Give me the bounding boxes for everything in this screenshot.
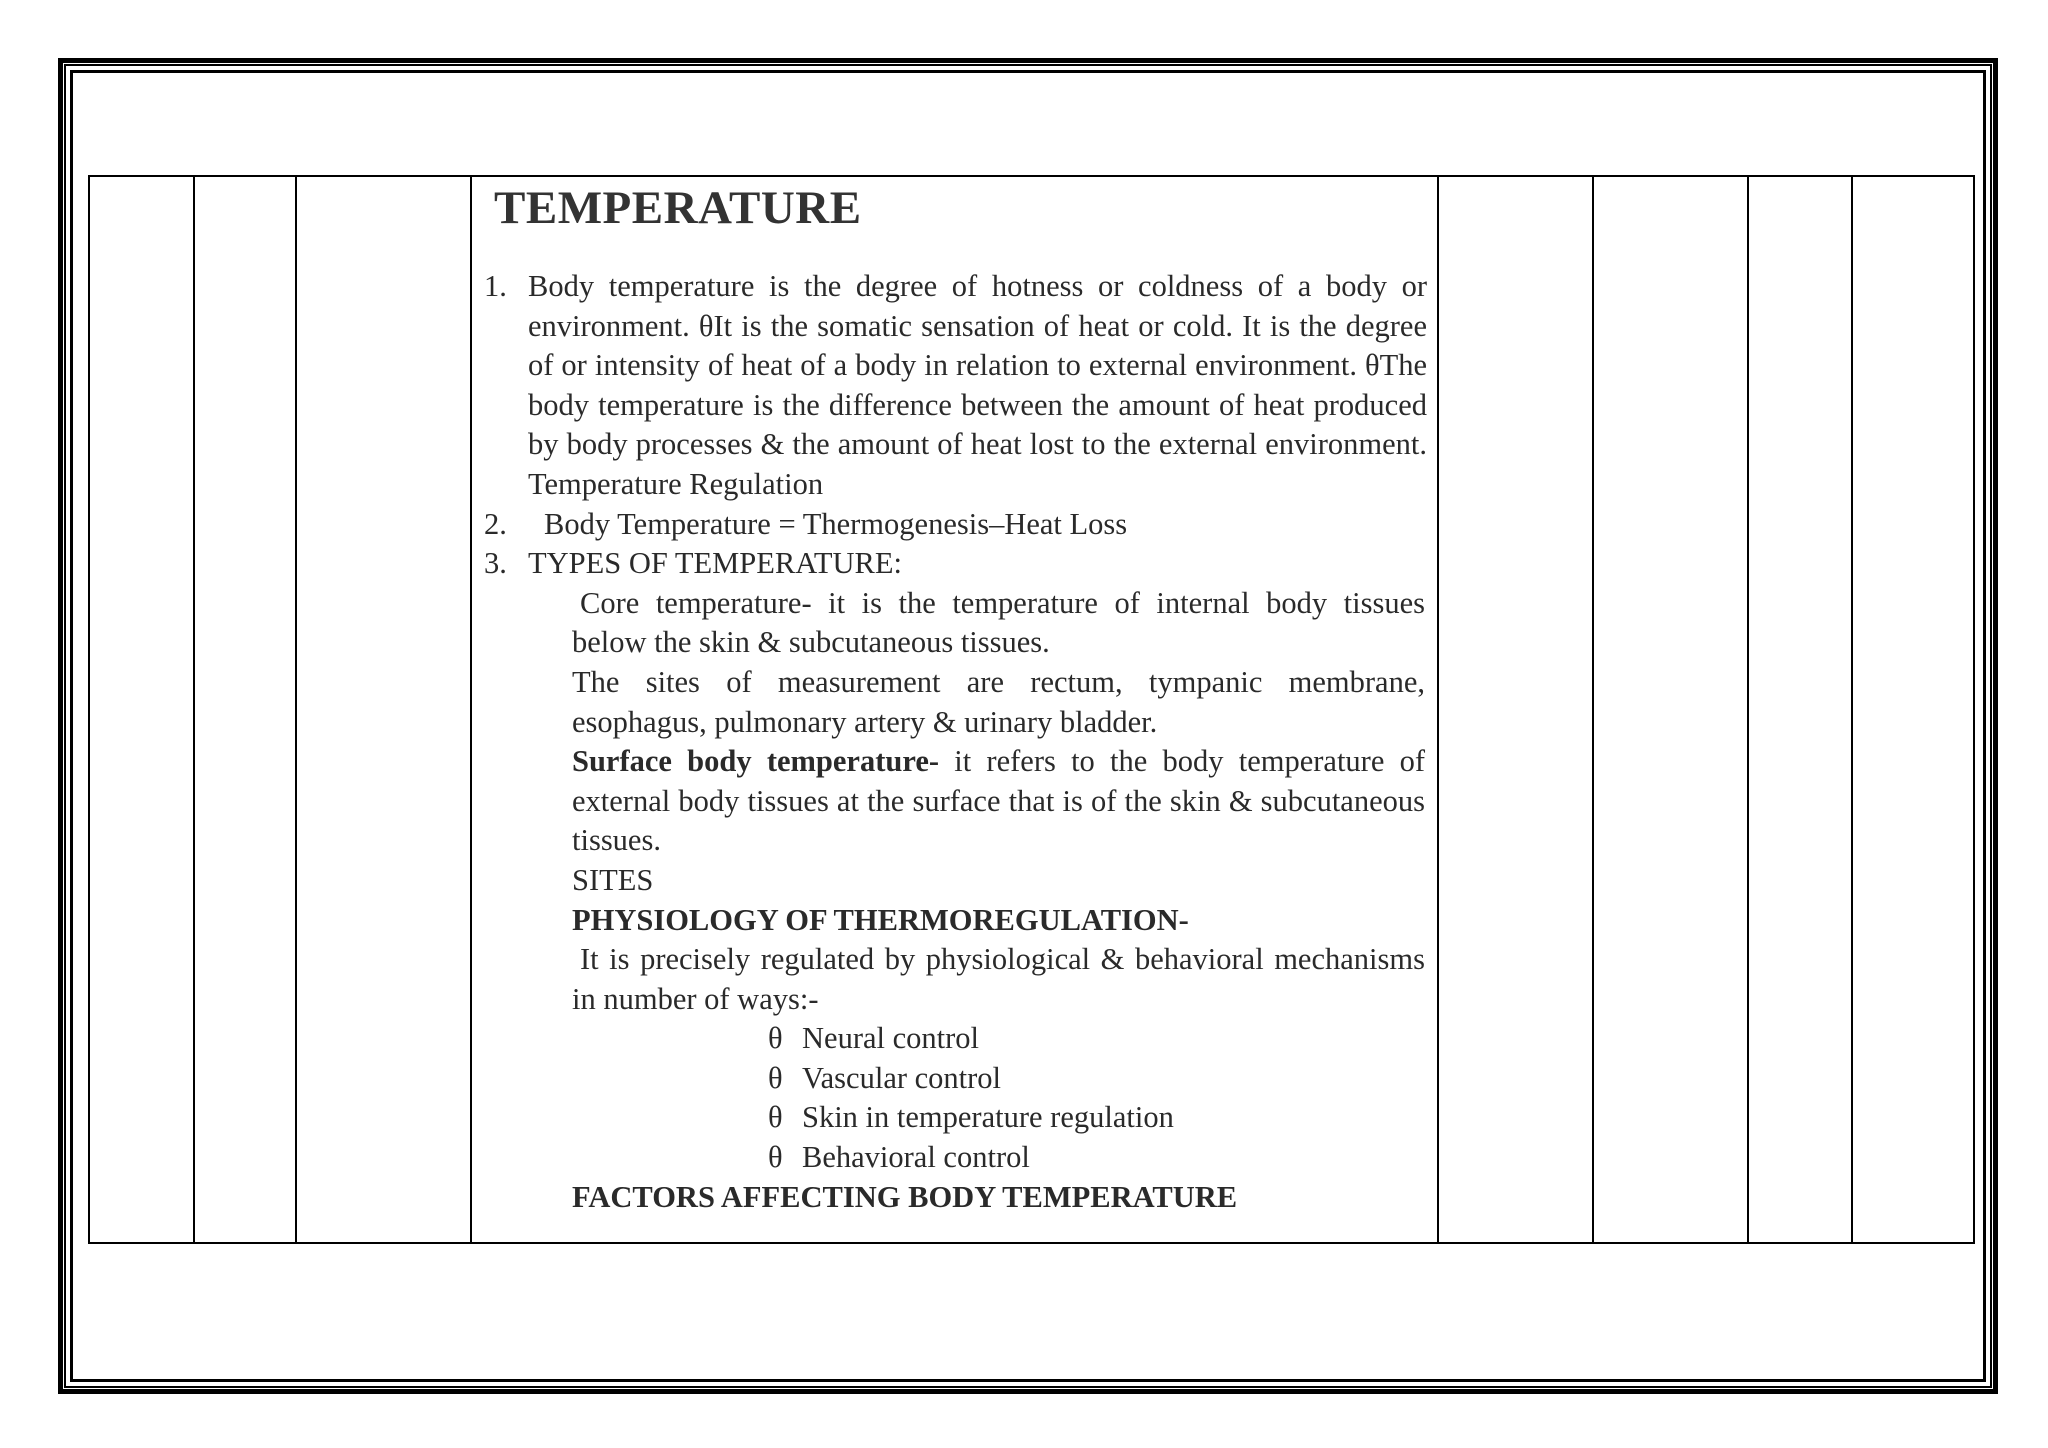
lesson-plan-table (88, 175, 1975, 1244)
list-item-text: Body Temperature = Thermogenesis–Heat Loss (544, 506, 1128, 541)
sites-label: SITES (572, 862, 654, 897)
surface-temperature-paragraph (472, 742, 1437, 861)
list-number: 1. (484, 269, 507, 303)
factors-heading: FACTORS AFFECTING BODY TEMPERATURE (572, 1179, 1238, 1214)
table-cell-col-5 (1438, 176, 1593, 1243)
mechanism-label: Neural control (802, 1021, 979, 1056)
numbered-list (472, 267, 1437, 584)
mechanism-item (472, 1098, 1437, 1138)
list-item-text: TYPES OF TEMPERATURE: (528, 546, 902, 581)
theta-bullet-icon: θ (768, 1060, 783, 1095)
table-row (89, 176, 1974, 1243)
table-cell-col-1 (89, 176, 194, 1243)
list-item (472, 544, 1437, 584)
mechanism-item (472, 1138, 1437, 1178)
mechanism-item (472, 1059, 1437, 1099)
table-cell-col-2 (194, 176, 296, 1243)
surface-temperature-label: Surface body temperature- (572, 744, 940, 779)
core-sites-text: The sites of measurement are rectum, tympanic membrane, esophagus, pulmonary artery & urinary bladder. (572, 664, 1425, 739)
physiology-heading: PHYSIOLOGY OF THERMOREGULATION- (572, 902, 1189, 937)
table-cell-col-8 (1852, 176, 1974, 1243)
theta-bullet-icon: θ (768, 1100, 783, 1135)
mechanism-label: Vascular control (802, 1060, 1002, 1095)
page-title: TEMPERATURE (494, 182, 862, 234)
content-cell (471, 176, 1438, 1243)
list-number: 3. (484, 546, 507, 581)
surface-temperature-text: it refers to the body temperature of external body tissues at the surface that is of the skin & subcutaneous tissues. (572, 744, 1426, 858)
mechanism-label: Behavioral control (802, 1140, 1030, 1175)
list-item (472, 505, 1437, 545)
mechanism-label: Skin in temperature regulation (802, 1100, 1174, 1135)
table-cell-col-3 (296, 176, 471, 1243)
list-item (472, 267, 1437, 505)
mechanism-item (472, 1019, 1437, 1059)
physiology-text: It is precisely regulated by physiological & behavioral mechanisms in number of ways:- (572, 942, 1425, 1016)
table-cell-col-7 (1748, 176, 1852, 1243)
list-item-text: Body temperature is the degree of hotness or coldness of a body or environment. θIt is the somatic sensation of heat or cold. It is the degree of or intensity of heat of a body in relation to external environment. θThe body temperature is the difference between the amount of heat produced by body processes & the amount of heat lost to the external environment. Temperature Regulation (528, 269, 1427, 501)
theta-bullet-icon: θ (768, 1021, 783, 1056)
core-temperature-text: Core temperature- it is the temperature of internal body tissues below the skin & subcutaneous tissues. (572, 585, 1425, 660)
list-number: 2. (484, 506, 507, 541)
theta-bullet-icon: θ (768, 1140, 783, 1175)
table-cell-col-6 (1593, 176, 1748, 1243)
